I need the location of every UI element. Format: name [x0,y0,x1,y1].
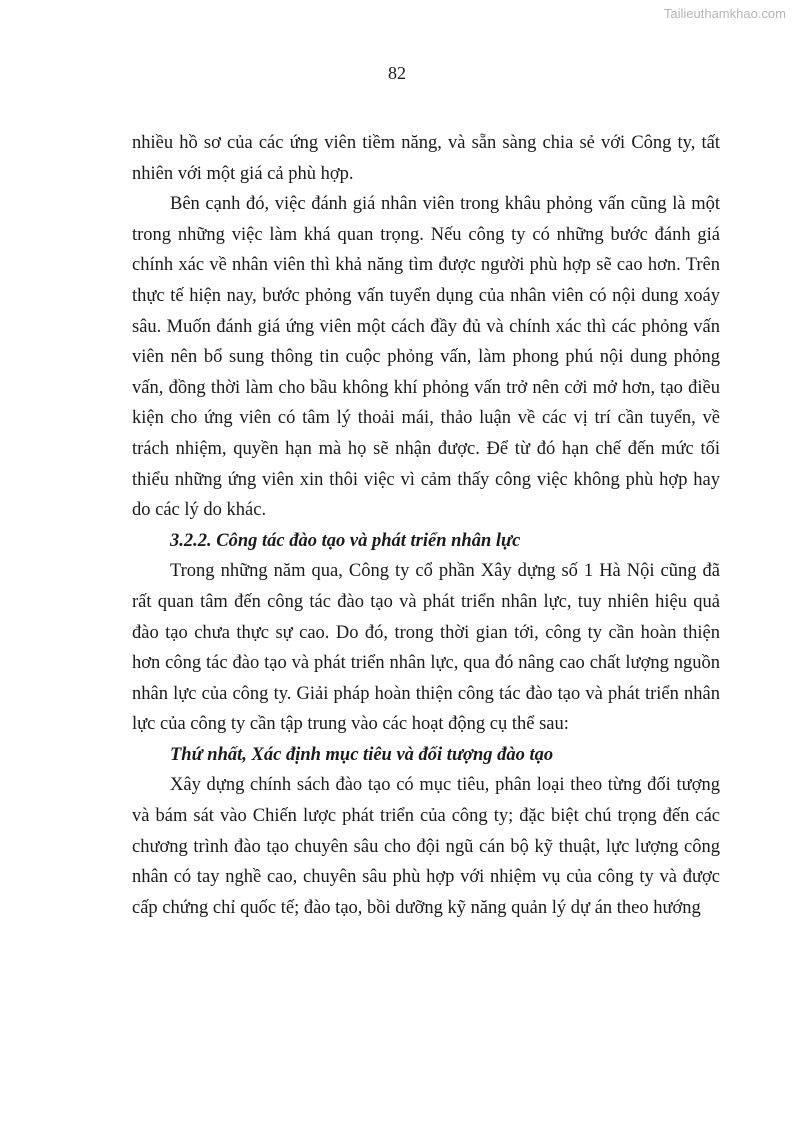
paragraph-training-overview: Trong những năm qua, Công ty cổ phần Xây dựng số 1 Hà Nội cũng đã rất quan tâm đến công tác đào tạo và phát triển nhân lực, tuy nhiên hiệu quả đào tạo chưa thực sự cao. Do đó, trong thời gian tới, công ty cần hoàn thiện hơn công tác đào tạo và phát triển nhân lực, qua đó nâng cao chất lượng nguồn nhân lực của công ty. Giải pháp hoàn thiện công tác đào tạo và phát triển nhân lực của công ty cần tập trung vào các hoạt động cụ thể sau: [132,561,720,735]
subheading-first-objectives: Thứ nhất, Xác định mục tiêu và đối tượng đào tạo [170,744,554,765]
document-body [132,128,720,923]
section-heading-training: 3.2.2. Công tác đào tạo và phát triển nhân lực [170,530,521,551]
page-number: 82 [388,63,406,83]
paragraph-interview-evaluation: Bên cạnh đó, việc đánh giá nhân viên trong khâu phỏng vấn cũng là một trong những việc làm khá quan trọng. Nếu công ty có những bước đánh giá chính xác về nhân viên thì khả năng tìm được người phù hợp sẽ cao hơn. Trên thực tế hiện nay, bước phỏng vấn tuyển dụng của nhân viên có nội dung xoáy sâu. Muốn đánh giá ứng viên một cách đầy đủ và chính xác thì các phỏng vấn viên nên bổ sung thông tin cuộc phỏng vấn, làm phong phú nội dung phỏng vấn, đồng thời làm cho bầu không khí phỏng vấn trở nên cởi mở hơn, tạo điều kiện cho ứng viên có tâm lý thoải mái, thảo luận về các vị trí cần tuyển, về trách nhiệm, quyền hạn mà họ sẽ nhận được. Để từ đó hạn chế đến mức tối thiểu những ứng viên xin thôi việc vì cảm thấy công việc không phù hợp hay do các lý do khác. [132,194,720,521]
paragraph-training-policy: Xây dựng chính sách đào tạo có mục tiêu, phân loại theo từng đối tượng và bám sát vào Chiến lược phát triển của công ty; đặc biệt chú trọng đến các chương trình đào tạo chuyên sâu cho đội ngũ cán bộ kỹ thuật, lực lượng công nhân có tay nghề cao, chuyên sâu phù hợp với nhiệm vụ của công ty và được cấp chứng chỉ quốc tế; đào tạo, bồi dưỡng kỹ năng quản lý dự án theo hướng [132,775,720,918]
watermark-text: Tailieuthamkhao.com [663,6,786,21]
paragraph-continuation: nhiều hồ sơ của các ứng viên tiềm năng, và sẵn sàng chia sẻ với Công ty, tất nhiên với một giá cả phù hợp. [132,133,720,184]
